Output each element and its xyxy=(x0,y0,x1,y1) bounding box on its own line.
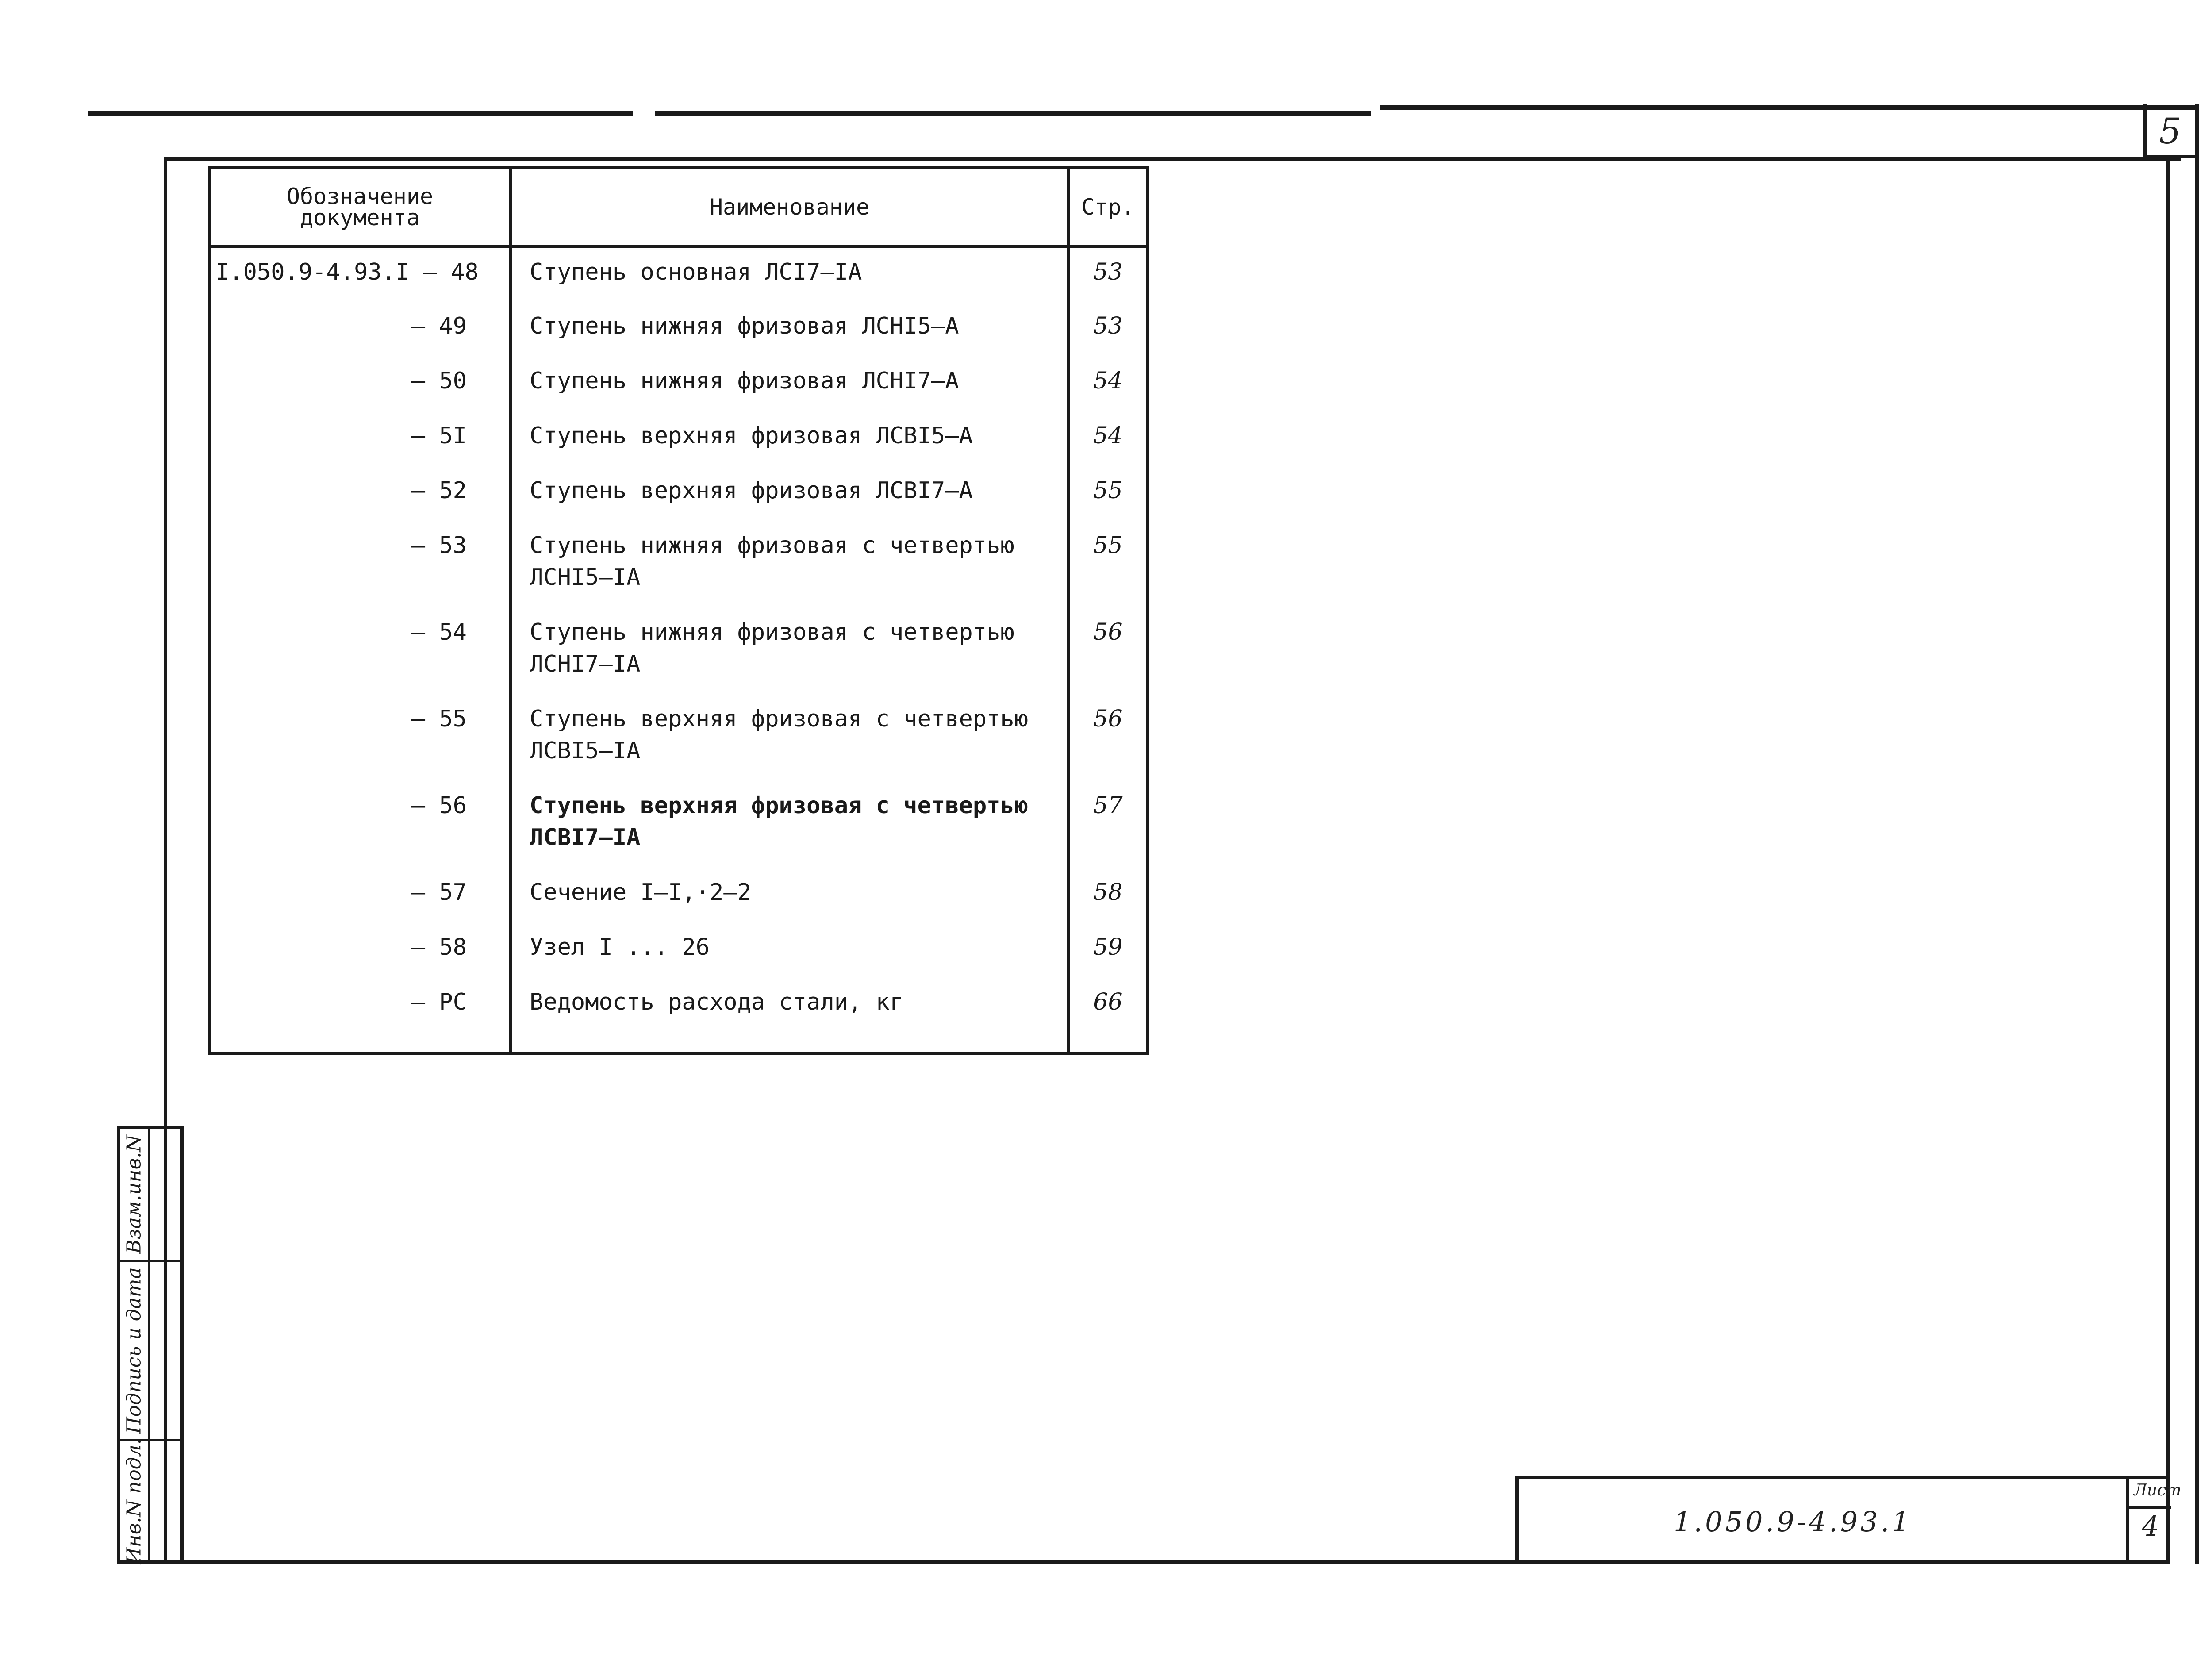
row-name: Сечение I–I,·2–2 xyxy=(511,868,1069,923)
table-row xyxy=(210,357,1148,412)
row-name: Ступень нижняя фризовая с четвертью ЛСНI7–IА xyxy=(511,608,1069,695)
table-row xyxy=(210,782,1148,868)
row-page: 58 xyxy=(1069,868,1148,923)
row-name: Ступень верхняя фризовая ЛСВI5–А xyxy=(511,412,1069,467)
doc-number: 1.050.9-4.93.1 xyxy=(1674,1506,1912,1538)
row-code: – 50 xyxy=(210,357,511,412)
sheet-corner-number: 5 xyxy=(2159,111,2181,152)
row-page: 56 xyxy=(1069,695,1148,782)
sheet-number: 4 xyxy=(2142,1510,2159,1542)
header-page: Стр. xyxy=(1069,168,1148,247)
row-name: Ведомость расхода стали, кг xyxy=(511,978,1069,1054)
stamp-signature-cell xyxy=(120,1262,148,1439)
frame-right xyxy=(2166,157,2170,1564)
top-rule-mid xyxy=(655,111,1371,116)
table-row xyxy=(210,868,1148,923)
row-code: – 5I xyxy=(210,412,511,467)
row-name: Узел I ... 26 xyxy=(511,923,1069,978)
row-page: 55 xyxy=(1069,522,1148,608)
row-page: 54 xyxy=(1069,357,1148,412)
stamp-replaced-inv: Взам.инв.N xyxy=(123,1135,146,1254)
row-name: Ступень нижняя фризовая ЛСНI7–А xyxy=(511,357,1069,412)
corner-box-left xyxy=(2143,104,2147,157)
left-stamp xyxy=(117,1126,184,1564)
table-row xyxy=(210,522,1148,608)
table-header-row xyxy=(210,168,1148,247)
row-code: – 58 xyxy=(210,923,511,978)
row-code: – 55 xyxy=(210,695,511,782)
stamp-replaced-inv-cell xyxy=(120,1129,148,1260)
row-name: Ступень верхняя фризовая ЛСВI7–А xyxy=(511,467,1069,522)
header-name: Наименование xyxy=(511,168,1069,247)
row-page: 56 xyxy=(1069,608,1148,695)
row-page: 55 xyxy=(1069,467,1148,522)
row-code: – 54 xyxy=(210,608,511,695)
row-code: – 49 xyxy=(210,302,511,357)
title-block xyxy=(1515,1476,2181,1564)
frame-right-outer xyxy=(2195,104,2199,1564)
top-rule-left xyxy=(88,111,633,116)
stamp-signature-date: Подпись и дата xyxy=(123,1267,146,1434)
row-code: – 52 xyxy=(210,467,511,522)
row-page: 54 xyxy=(1069,412,1148,467)
sheet-label: Лист xyxy=(2134,1481,2181,1499)
top-rule-right xyxy=(1380,105,2199,110)
row-page: 57 xyxy=(1069,782,1148,868)
table-row xyxy=(210,608,1148,695)
table-row xyxy=(210,978,1148,1054)
table-row xyxy=(210,695,1148,782)
row-code: – 57 xyxy=(210,868,511,923)
table-row xyxy=(210,247,1148,302)
sheet-label-divider xyxy=(2129,1506,2171,1509)
stamp-inv-original: Инв.N подл. xyxy=(123,1438,146,1564)
contents-table xyxy=(208,166,1146,1055)
row-code: – 53 xyxy=(210,522,511,608)
row-name: Ступень нижняя фризовая с четвертью ЛСНI5–IА xyxy=(511,522,1069,608)
row-name: Ступень нижняя фризовая ЛСНI5–А xyxy=(511,302,1069,357)
row-page: 66 xyxy=(1069,978,1148,1054)
row-code: I.050.9-4.93.I – 48 xyxy=(210,247,511,302)
table-row xyxy=(210,923,1148,978)
frame-top xyxy=(164,157,2181,161)
row-page: 59 xyxy=(1069,923,1148,978)
header-designation: Обозначение документа xyxy=(210,168,511,247)
row-name: Ступень основная ЛСI7–IА xyxy=(511,247,1069,302)
table-row xyxy=(210,467,1148,522)
stamp-inv-original-cell xyxy=(120,1438,148,1564)
row-name: Ступень верхняя фризовая с четвертью ЛСВI7–IА xyxy=(511,782,1069,868)
table-row xyxy=(210,412,1148,467)
table-row xyxy=(210,302,1148,357)
row-code: – 56 xyxy=(210,782,511,868)
row-name: Ступень верхняя фризовая с четвертью ЛСВI5–IА xyxy=(511,695,1069,782)
row-code: – РС xyxy=(210,978,511,1054)
row-page: 53 xyxy=(1069,247,1148,302)
title-block-divider xyxy=(2126,1479,2129,1564)
stamp-divider-vertical xyxy=(148,1129,150,1561)
row-page: 53 xyxy=(1069,302,1148,357)
